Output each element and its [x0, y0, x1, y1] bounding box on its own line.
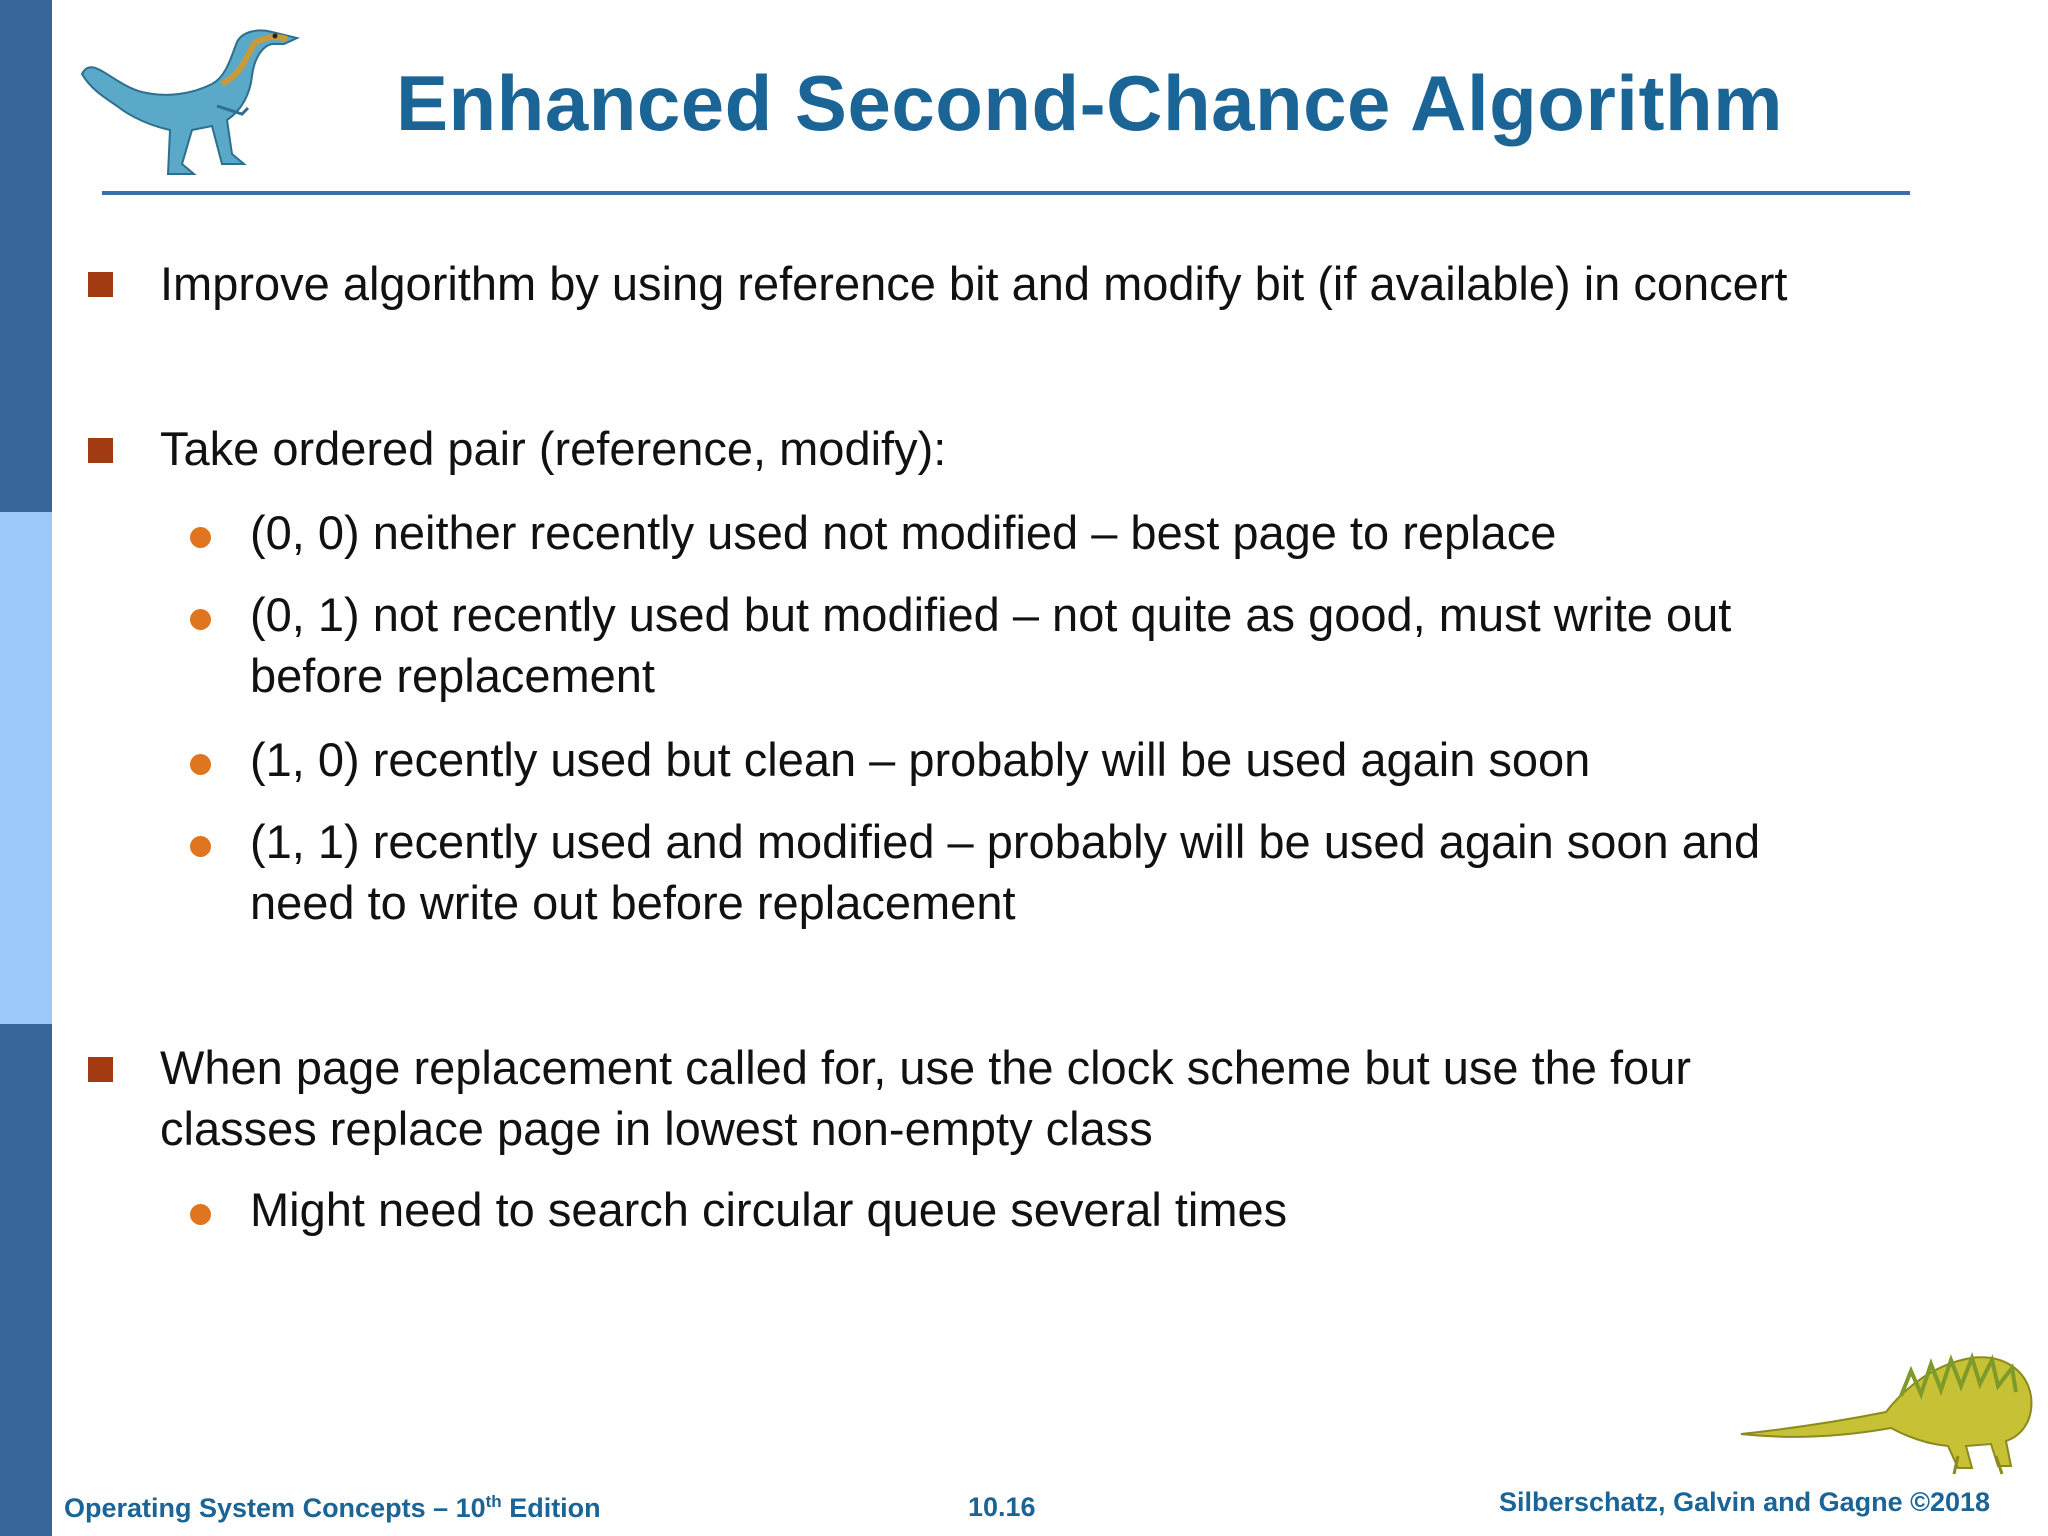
footer-book-title: Operating System Concepts – 10th Edition — [64, 1492, 601, 1523]
dinosaur-top-left-icon — [72, 14, 312, 184]
bullet-text-3: When page replacement called for, use the clock scheme but use the four — [160, 1041, 1691, 1094]
sub-bullet-text: (0, 0) neither recently used not modified – best page to replace — [250, 506, 1557, 559]
footer-copyright: Silberschatz, Galvin and Gagne ©2018 — [1499, 1487, 1991, 1517]
sub-bullet-text: (0, 1) not recently used but modified – not quite as good, must write out — [250, 588, 1732, 641]
round-bullet — [190, 609, 211, 630]
round-bullet — [190, 836, 211, 857]
sidebar-middle-band — [0, 512, 52, 1024]
sub-bullet-text-cont: before replacement — [250, 649, 655, 702]
bullet-text-3-cont: classes replace page in lowest non-empty class — [160, 1102, 1153, 1155]
sub-bullet-text-cont: need to write out before replacement — [250, 876, 1016, 929]
square-bullet — [88, 272, 113, 297]
round-bullet — [190, 527, 211, 548]
title-underline — [102, 191, 1910, 195]
round-bullet — [190, 754, 211, 775]
footer-page-number: 10.16 — [968, 1492, 1036, 1522]
square-bullet — [88, 1057, 113, 1082]
dinosaur-bottom-right-icon — [1736, 1316, 2036, 1476]
round-bullet — [190, 1204, 211, 1225]
left-sidebar — [0, 0, 52, 1536]
square-bullet — [88, 438, 113, 463]
slide-title: Enhanced Second-Chance Algorithm — [396, 59, 1783, 147]
bullet-text-2: Take ordered pair (reference, modify): — [160, 422, 947, 475]
sidebar-top-band — [0, 0, 52, 512]
bullet-text-1: Improve algorithm by using reference bit and modify bit (if available) in concert — [160, 257, 1788, 310]
sub-bullet-text: Might need to search circular queue several times — [250, 1183, 1288, 1236]
sidebar-bottom-band — [0, 1024, 52, 1536]
sub-bullet-text: (1, 0) recently used but clean – probably will be used again soon — [250, 733, 1591, 786]
sub-bullet-text: (1, 1) recently used and modified – probably will be used again soon and — [250, 815, 1761, 868]
